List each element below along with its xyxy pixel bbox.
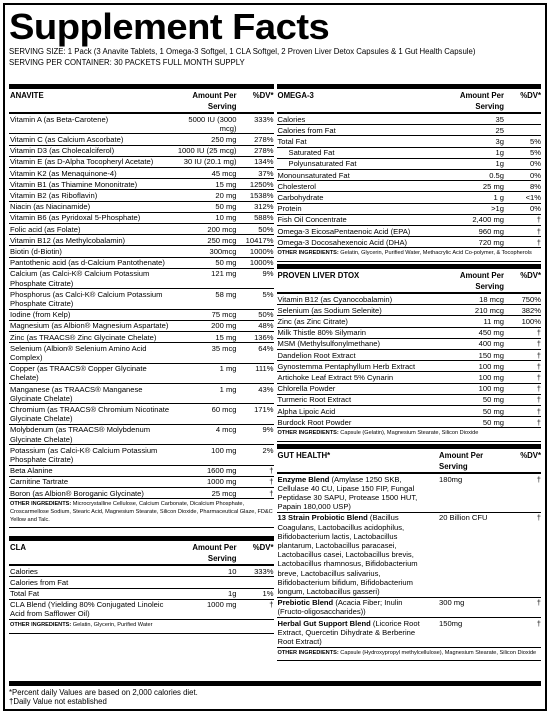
omega-3-section <box>277 84 542 262</box>
nutrient-name: Omega-3 Docosahexenoic Acid (DHA) <box>277 237 408 247</box>
nutrient-dv: 111% <box>255 364 274 374</box>
nutrient-row <box>277 417 542 428</box>
section-header <box>277 269 542 294</box>
nutrient-row <box>277 148 542 159</box>
nutrient-row <box>9 246 274 257</box>
nutrient-name: Beta Alanine <box>10 466 53 476</box>
nutrient-row <box>9 445 274 465</box>
nutrient-row <box>9 466 274 477</box>
nutrient-row <box>277 192 542 203</box>
nutrient-amount: 250 mcg <box>207 235 237 245</box>
nutrient-name: Vitamin A (as Beta-Carotene) <box>10 114 109 124</box>
nutrient-dv: 9% <box>262 269 274 279</box>
nutrient-dv: 1% <box>262 589 274 598</box>
nutrient-row <box>9 235 274 246</box>
nutrient-amount: 58 mg <box>215 289 237 299</box>
nutrient-amount: 1g <box>228 589 237 598</box>
nutrient-name: Monounsaturated Fat <box>277 170 350 180</box>
nutrient-dv: 333% <box>254 566 274 576</box>
nutrient-row <box>277 294 542 305</box>
blend-description: (Bacillus Coagulans, Lactobacillus acidophilus, Bifidobacterium lactis, Lactobacillus plantarum, Lactobacillus paracasei, Lactobacillus casei, Lactobacillus brevis, Lactobacillus rhamnosus, Bifidobacterium breve, Lactobacillus salivarius, Bifidobacterium bifidum, Bifidobacterium longum, Lactobacillus gasseri) <box>277 513 418 596</box>
nutrient-dv: 136% <box>254 332 274 342</box>
nutrient-row <box>9 168 274 179</box>
nutrient-dv: 312% <box>254 202 274 212</box>
nutrient-name: Vitamin B12 (as Cyanocobalamin) <box>277 294 393 304</box>
left-column <box>9 84 274 659</box>
blend-description: (Acacia Fiber; Inulin (Fructo-oligosaccharides)) <box>277 598 403 617</box>
nutrient-amount: 50 mg <box>482 417 504 427</box>
nutrient-name: Calories <box>10 566 38 576</box>
nutrient-amount: 50 mg <box>482 395 504 405</box>
nutrient-dv: † <box>536 474 541 484</box>
nutrient-row <box>277 181 542 192</box>
nutrient-amount: 20 mg <box>215 190 237 200</box>
nutrient-name: Niacin (as Niacinamide) <box>10 202 91 212</box>
nutrient-name <box>277 598 434 616</box>
nutrient-row <box>277 395 542 406</box>
nutrient-dv <box>507 126 541 135</box>
nutrient-amount: 10 mg <box>215 213 237 223</box>
section-header <box>277 449 542 474</box>
nutrient-row <box>9 425 274 445</box>
nutrient-name: Polyunsaturated Fat <box>288 159 357 169</box>
nutrient-amount: 450 mg <box>478 328 504 338</box>
nutrient-amount: 11 mg <box>483 316 504 326</box>
nutrient-name: Turmeric Root Extract <box>277 395 352 405</box>
nutrient-row <box>9 577 274 588</box>
nutrient-dv: † <box>536 513 541 523</box>
nutrient-name: Molybdenum (as TRAACS® Molybdenum Glycinate Chelate) <box>10 425 151 444</box>
nutrient-row <box>9 600 274 620</box>
nutrient-dv: † <box>536 406 541 416</box>
nutrient-amount: 100 mg <box>478 372 504 382</box>
nutrient-dv <box>507 115 541 124</box>
other-ingredients-label: OTHER INGREDIENTS: <box>10 622 72 629</box>
nutrient-amount: 200 mcg <box>207 224 237 234</box>
nutrient-name <box>277 619 434 647</box>
nutrient-amount: 35 <box>495 114 504 124</box>
nutrient-dv: 48% <box>258 321 274 331</box>
nutrient-dv: 5% <box>262 289 274 299</box>
nutrient-name: Total Fat <box>10 589 40 598</box>
other-ingredients-text: Capsule (Gelatin), Magnesium Stearate, Silicon Dioxide <box>340 430 479 437</box>
nutrient-row <box>277 513 542 598</box>
nutrient-row <box>277 237 542 248</box>
nutrient-dv: † <box>269 488 274 498</box>
nutrient-amount: 150 mg <box>478 350 504 360</box>
nutrient-row <box>277 204 542 215</box>
nutrient-row <box>9 114 274 134</box>
nutrient-dv: 1538% <box>249 190 274 200</box>
nutrient-row <box>277 136 542 147</box>
nutrient-dv: † <box>269 477 274 487</box>
nutrient-name: Chlorella Powder <box>277 384 336 394</box>
other-ingredients <box>277 648 542 662</box>
nutrient-dv: 134% <box>254 157 274 167</box>
supplement-facts-label <box>3 3 547 711</box>
nutrient-dv: 0% <box>530 204 541 214</box>
other-ingredients-label: OTHER INGREDIENTS: <box>10 501 72 508</box>
anavite-section <box>9 84 274 528</box>
nutrient-dv: † <box>536 417 541 427</box>
serving-size: SERVING SIZE: 1 Pack (3 Anavite Tablets, 1 Omega-3 Softgel, 1 CLA Softgel, 2 Proven Liver Detox Capsules & 1 Gut Health Capsule) <box>9 47 476 56</box>
nutrient-amount <box>174 578 240 587</box>
nutrient-amount: 250 mg <box>211 134 237 144</box>
nutrient-amount: 200 mg <box>211 321 237 331</box>
nutrient-amount: 1000 mg <box>206 600 237 610</box>
nutrient-dv: 37% <box>258 168 274 178</box>
amount-header: Amount Per Serving <box>192 543 237 564</box>
nutrient-dv: 1250% <box>249 179 274 189</box>
section-header <box>9 89 274 114</box>
nutrient-dv: † <box>536 372 541 382</box>
nutrient-row <box>9 202 274 213</box>
nutrient-row <box>277 406 542 417</box>
amount-header: Amount Per Serving <box>192 91 237 111</box>
amount-header: Amount Per Serving <box>439 451 484 472</box>
nutrient-row <box>277 350 542 361</box>
nutrient-name: Vitamin B2 (as Riboflavin) <box>10 190 98 200</box>
nutrient-amount: 35 mcg <box>211 343 237 353</box>
nutrient-amount: 4 mcg <box>215 425 237 435</box>
nutrient-dv: 64% <box>258 343 274 353</box>
nutrient-dv: † <box>536 350 541 360</box>
nutrient-dv: 5% <box>530 136 541 146</box>
blend-description: (Amylase 1250 SKB, Cellulase 40 CU, Lipase 150 FIP, Fungal Peptidase 30 SAPU, Protease 1500 HUT, Papain 180,000 USP) <box>277 474 418 512</box>
section-name: ANAVITE <box>10 91 44 100</box>
other-ingredients-text: Microcrystalline Cellulose, Calcium Carbonate, Dicalcium Phosphate, Croscarmellose Sodium, Stearic Acid, Magnesium Stearate, Silicon Dioxide, Pharmaceutical Glaze, FD&C Yellow and Talc. <box>10 501 273 523</box>
other-ingredients-label: OTHER INGREDIENTS: <box>277 250 339 257</box>
amount-header: Amount Per Serving <box>459 271 504 292</box>
nutrient-dv: 382% <box>521 305 541 315</box>
nutrient-name: Carnitine Tartrate <box>10 477 69 487</box>
nutrient-amount: 30 IU (20.1 mg) <box>183 157 237 167</box>
nutrient-amount: >1g <box>491 204 504 214</box>
nutrient-row <box>9 190 274 201</box>
other-ingredients-label: OTHER INGREDIENTS: <box>277 649 339 656</box>
nutrient-dv: 43% <box>258 384 274 394</box>
nutrient-row <box>9 477 274 488</box>
nutrient-dv: 278% <box>254 146 274 156</box>
nutrient-row <box>277 361 542 372</box>
nutrient-dv: 50% <box>258 224 274 234</box>
footnote-daily-values: *Percent daily Values are based on 2,000 calories diet. <box>9 687 198 697</box>
other-ingredients-label: OTHER INGREDIENTS: <box>277 430 339 437</box>
section-header <box>9 541 274 566</box>
nutrient-row <box>9 384 274 404</box>
other-ingredients <box>9 499 274 528</box>
nutrient-amount: 400 mg <box>478 339 504 349</box>
nutrient-row <box>277 372 542 383</box>
nutrient-amount: 1 mg <box>219 364 237 374</box>
footnote-not-established: †Daily Value not established <box>9 697 107 707</box>
nutrient-dv: † <box>536 237 541 247</box>
nutrient-amount: 50 mg <box>482 406 504 416</box>
dv-header: %DV* <box>520 451 541 461</box>
nutrient-row <box>9 179 274 190</box>
nutrient-row <box>9 488 274 499</box>
blend-name: 13 Strain Probiotic Blend <box>277 513 368 523</box>
nutrient-row <box>277 618 542 648</box>
label-title: Supplement Facts <box>9 6 330 47</box>
nutrient-name: Iodine (from Kelp) <box>10 310 71 320</box>
nutrient-dv: † <box>536 226 541 236</box>
nutrient-name: Magnesium (as Albion® Magnesium Aspartate) <box>10 321 169 331</box>
nutrient-row <box>277 226 542 237</box>
nutrient-dv: 100% <box>521 316 541 326</box>
nutrient-dv: 10417% <box>245 235 274 245</box>
nutrient-name: Calories <box>277 114 306 124</box>
blend-name: Prebiotic Blend <box>277 598 334 608</box>
nutrient-amount: 25 <box>495 125 504 135</box>
nutrient-amount: 180mg <box>439 474 463 484</box>
nutrient-row <box>277 328 542 339</box>
nutrient-name: Biotin (d-Biotin) <box>10 246 62 256</box>
nutrient-amount: 25 mcg <box>211 488 237 498</box>
nutrient-row <box>9 589 274 600</box>
nutrient-amount: 1 g <box>493 192 504 202</box>
nutrient-name: Vitamin B12 (as Methylcobalamin) <box>10 235 126 245</box>
nutrient-name: Calcium (as Calci-K® Calcium Potassium Phosphate Citrate) <box>10 269 150 288</box>
label-columns <box>9 84 541 659</box>
nutrient-row <box>277 170 542 181</box>
servings-per-container: SERVING PER CONTAINER: 30 PACKETS FULL MONTH SUPPLY <box>9 58 245 67</box>
nutrient-name: CLA Blend (Yielding 80% Conjugated Linoleic Acid from Safflower Oil) <box>10 600 164 619</box>
nutrient-dv: † <box>536 361 541 371</box>
nutrient-dv: 171% <box>254 404 274 414</box>
nutrient-row <box>277 159 542 170</box>
nutrient-amount: 5000 IU (3000 mcg) <box>188 114 237 133</box>
nutrient-dv <box>240 578 274 587</box>
other-ingredients <box>277 428 542 442</box>
nutrient-dv: 0% <box>530 170 541 180</box>
nutrient-name: Artichoke Leaf Extract 5% Cynarin <box>277 372 394 382</box>
nutrient-name: Gynostemma Pentaphyllum Herb Extract <box>277 361 416 371</box>
nutrient-dv: † <box>269 466 274 476</box>
nutrient-name: Selenium (as Sodium Selenite) <box>277 305 382 315</box>
dv-header: %DV* <box>252 91 274 100</box>
nutrient-name: Vitamin B1 (as Thiamine Mononitrate) <box>10 179 138 189</box>
nutrient-amount: 150mg <box>439 618 463 628</box>
nutrient-dv: 750% <box>521 294 541 304</box>
nutrient-dv: † <box>269 600 274 610</box>
nutrient-dv: 1000% <box>249 258 274 268</box>
nutrient-row <box>277 316 542 327</box>
right-column <box>277 84 542 659</box>
nutrient-name: Protein <box>277 204 302 214</box>
nutrient-amount: 1000 mg <box>206 477 237 487</box>
nutrient-name: Boron (as Albion® Boroganic Glycinate) <box>10 488 144 498</box>
nutrient-dv: † <box>536 384 541 394</box>
nutrient-name: Cholesterol <box>277 181 316 191</box>
nutrient-row <box>9 364 274 384</box>
nutrient-amount: 25 mg <box>482 181 504 191</box>
nutrient-amount: 1g <box>495 148 504 158</box>
nutrient-amount: 75 mcg <box>211 310 237 320</box>
nutrient-name: Burdock Root Powder <box>277 417 352 427</box>
nutrient-name: Total Fat <box>277 136 307 146</box>
nutrient-row <box>9 146 274 157</box>
section-name: OMEGA-3 <box>277 91 314 100</box>
nutrient-name: Folic acid (as Folate) <box>10 224 81 234</box>
nutrient-amount: 720 mg <box>478 237 504 247</box>
nutrient-name: Selenium (Albion® Selenium Amino Acid Complex) <box>10 343 147 362</box>
nutrient-row <box>9 289 274 309</box>
nutrient-name: Chromium (as TRAACS® Chromium Nicotinate Glycinate Chelate) <box>10 404 170 424</box>
gut-health-section <box>277 444 542 661</box>
nutrient-row <box>9 213 274 224</box>
nutrient-amount: 1600 mg <box>206 466 237 476</box>
nutrient-name: MSM (Methylsulfonylmethane) <box>277 339 381 349</box>
nutrient-name: Zinc (as Zinc Citrate) <box>277 316 348 326</box>
nutrient-name: Vitamin K2 (as Menaquinone-4) <box>10 168 117 178</box>
nutrient-amount: 50 mg <box>215 202 237 212</box>
blend-name: Herbal Gut Support Blend <box>277 618 371 628</box>
nutrient-dv: 278% <box>254 134 274 144</box>
nutrient-name: Saturated Fat <box>288 148 335 158</box>
nutrient-row <box>9 404 274 424</box>
nutrient-amount: 45 mcg <box>211 168 237 178</box>
footnotes <box>9 681 541 707</box>
nutrient-amount: 20 Billion CFU <box>439 513 488 523</box>
other-ingredients-text: Gelatin, Glycerin, Purified Water, Methacrylic Acid Co-polymer, & Tocopherols <box>340 250 532 257</box>
nutrient-name: Pantothenic acid (as d-Calcium Pantothenate) <box>10 258 165 268</box>
nutrient-row <box>277 598 542 618</box>
nutrient-amount: 300mcg <box>209 246 237 256</box>
nutrient-amount: 3g <box>495 136 504 146</box>
nutrient-name: Manganese (as TRAACS® Manganese Glycinate Chelate) <box>10 384 143 403</box>
nutrient-dv: 9% <box>262 425 274 435</box>
nutrient-amount: 1g <box>495 159 504 169</box>
nutrient-row <box>277 114 542 125</box>
nutrient-row <box>9 224 274 235</box>
nutrient-row <box>9 566 274 577</box>
section-name: GUT HEALTH* <box>277 451 331 461</box>
nutrient-row <box>9 258 274 269</box>
nutrient-amount: 2,400 mg <box>472 215 504 225</box>
nutrient-name: Vitamin E (as D-Alpha Tocopheryl Acetate) <box>10 157 154 167</box>
nutrient-amount: 10 <box>228 566 237 576</box>
nutrient-name: Calories from Fat <box>10 577 69 587</box>
nutrient-amount: 121 mg <box>211 269 237 279</box>
cla-section <box>9 536 274 634</box>
nutrient-amount: 1 mg <box>219 384 237 394</box>
nutrient-row <box>277 384 542 395</box>
amount-header: Amount Per Serving <box>459 91 504 111</box>
nutrient-dv: † <box>536 618 541 628</box>
nutrient-dv: 0% <box>530 159 541 169</box>
nutrient-dv: 8% <box>530 181 541 191</box>
nutrient-name: Calories from Fat <box>277 125 336 135</box>
nutrient-name <box>277 475 434 512</box>
nutrient-amount: 0.5g <box>489 170 504 180</box>
nutrient-amount: 18 mcg <box>479 294 504 304</box>
other-ingredients <box>9 620 274 634</box>
nutrient-name: Milk Thistle 80% Silymarin <box>277 328 366 338</box>
other-ingredients-text: Gelatin, Glycerin, Purified Water <box>72 622 153 629</box>
nutrient-dv: 333% <box>254 114 274 124</box>
dv-header: %DV* <box>520 271 541 281</box>
nutrient-amount: 960 mg <box>478 226 504 236</box>
nutrient-name: Phosphorus (as Calci-K® Calcium Potassium Phosphate Citrate) <box>10 289 163 308</box>
nutrient-dv: † <box>536 598 541 608</box>
nutrient-amount: 300 mg <box>439 598 465 608</box>
nutrient-row <box>9 321 274 332</box>
nutrient-row <box>277 125 542 136</box>
nutrient-dv: 50% <box>258 310 274 320</box>
nutrient-amount: 15 mg <box>215 179 237 189</box>
nutrient-dv: † <box>536 328 541 338</box>
nutrient-amount: 100 mg <box>478 361 504 371</box>
nutrient-row <box>9 269 274 289</box>
other-ingredients-text: Capsule (Hydroxypropyl methylcellulose), Magnesium Stearate, Silicon Dioxide <box>340 649 537 656</box>
nutrient-dv: 1000% <box>249 246 274 256</box>
nutrient-name: Vitamin B6 (as Pyridoxal 5-Phosphate) <box>10 213 141 223</box>
nutrient-dv: † <box>536 395 541 405</box>
nutrient-row <box>9 157 274 168</box>
blend-name: Enzyme Blend <box>277 474 330 484</box>
nutrient-name: Carbohydrate <box>277 192 324 202</box>
nutrient-dv: † <box>536 339 541 349</box>
nutrient-dv: † <box>536 215 541 225</box>
section-header <box>277 89 542 114</box>
nutrient-name: Omega-3 EicosaPentaenoic Acid (EPA) <box>277 226 411 236</box>
nutrient-name <box>277 513 434 596</box>
nutrient-name: Zinc (as TRAACS® Zinc Glycinate Chelate) <box>10 332 157 342</box>
nutrient-dv: 588% <box>254 213 274 223</box>
nutrient-name: Potassium (as Calci-K® Calcium Potassium Phosphate Citrate) <box>10 445 158 464</box>
nutrient-amount: 60 mcg <box>211 404 237 414</box>
section-name: PROVEN LIVER DTOX <box>277 271 360 281</box>
nutrient-name: Vitamin D3 (as Cholecalciferol) <box>10 146 115 156</box>
nutrient-row <box>277 474 542 513</box>
dv-header: %DV* <box>252 543 274 553</box>
nutrient-name: Fish Oil Concentrate <box>277 215 347 225</box>
nutrient-row <box>9 134 274 145</box>
nutrient-amount: 50 mg <box>215 258 237 268</box>
nutrient-amount: 100 mg <box>211 445 237 455</box>
liver-detox-section <box>277 264 542 442</box>
section-name: CLA <box>10 543 27 553</box>
nutrient-row <box>277 215 542 226</box>
nutrient-row <box>277 305 542 316</box>
nutrient-amount: 210 mcg <box>474 305 504 315</box>
dv-header: %DV* <box>520 91 541 100</box>
nutrient-amount: 100 mg <box>478 384 504 394</box>
nutrient-name: Vitamin C (as Calcium Ascorbate) <box>10 134 124 144</box>
nutrient-row <box>277 339 542 350</box>
nutrient-dv: 5% <box>530 148 541 158</box>
nutrient-row <box>9 332 274 343</box>
nutrient-name: Copper (as TRAACS® Copper Glycinate Chelate) <box>10 364 147 383</box>
nutrient-dv: 2% <box>262 445 274 455</box>
nutrient-row <box>9 343 274 363</box>
nutrient-row <box>9 310 274 321</box>
nutrient-name: Dandelion Root Extract <box>277 350 356 360</box>
nutrient-dv: <1% <box>525 192 541 202</box>
nutrient-name: Alpha Lipoic Acid <box>277 406 336 416</box>
nutrient-amount: 15 mg <box>215 332 237 342</box>
nutrient-amount: 1000 IU (25 mcg) <box>177 146 237 156</box>
blend-description: (Licorice Root Extract, Quercetin Dihydrate & Berberine Root Extract) <box>277 618 420 647</box>
other-ingredients <box>277 248 542 262</box>
